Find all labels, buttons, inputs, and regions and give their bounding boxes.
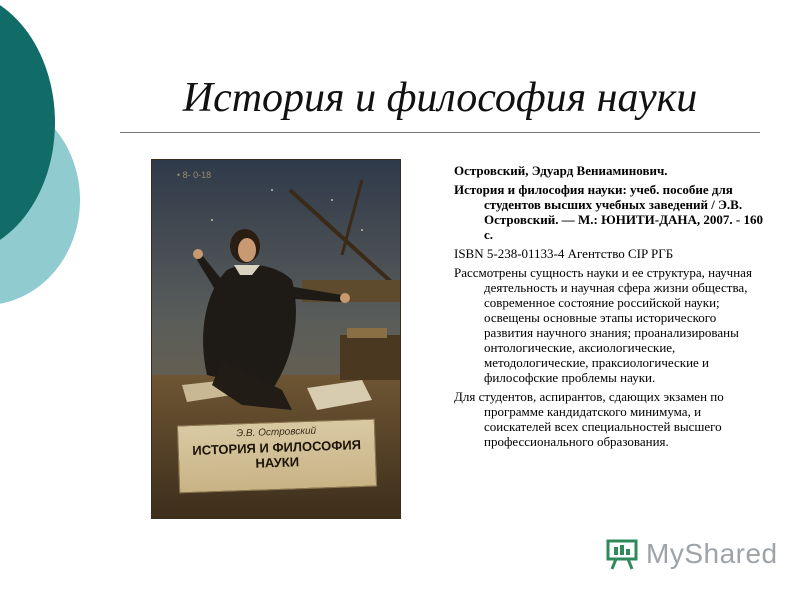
description-paragraph: Для студентов, аспирантов, сдающих экзамен по программе кандидатского минимума, и соискателей всех специальностей высшего профессионального образования.	[454, 389, 724, 449]
book-cover-image	[152, 160, 400, 518]
title-divider	[120, 132, 760, 133]
presentation-board-icon	[606, 539, 640, 571]
cover-title-plaque	[177, 419, 377, 494]
description-paragraph: Рассмотрены сущность науки и ее структура, научная деятельность и научная сфера жизни общества, современное состояние российской науки; освещены основные этапы исторического развития научного знания; проанализированы онтологические, аксиологические, методологические, праксиологические и философские проблемы науки.	[454, 265, 752, 385]
slide-title: История и философия науки	[182, 75, 698, 121]
description-paragraph: ISBN 5-238-01133-4 Агентство CIP РГБ	[454, 246, 674, 261]
description-paragraph: Островский, Эдуард Вениаминович.	[454, 163, 668, 178]
cover-author: Э.В. Островский	[236, 425, 317, 440]
description-paragraph: История и философия науки: учеб. пособие для студентов высших учебных заведений / Э.В. Островский. — М.: ЮНИТИ-ДАНА, 2007. - 160 с.	[454, 182, 763, 242]
myshared-logo	[606, 537, 778, 573]
logo-text: MyShared	[646, 538, 778, 569]
book-description	[454, 163, 764, 453]
cover-library-mark: • 8- 0-18	[177, 170, 212, 180]
cover-title: ИСТОРИЯ И ФИЛОСОФИЯ НАУКИ	[192, 437, 362, 471]
